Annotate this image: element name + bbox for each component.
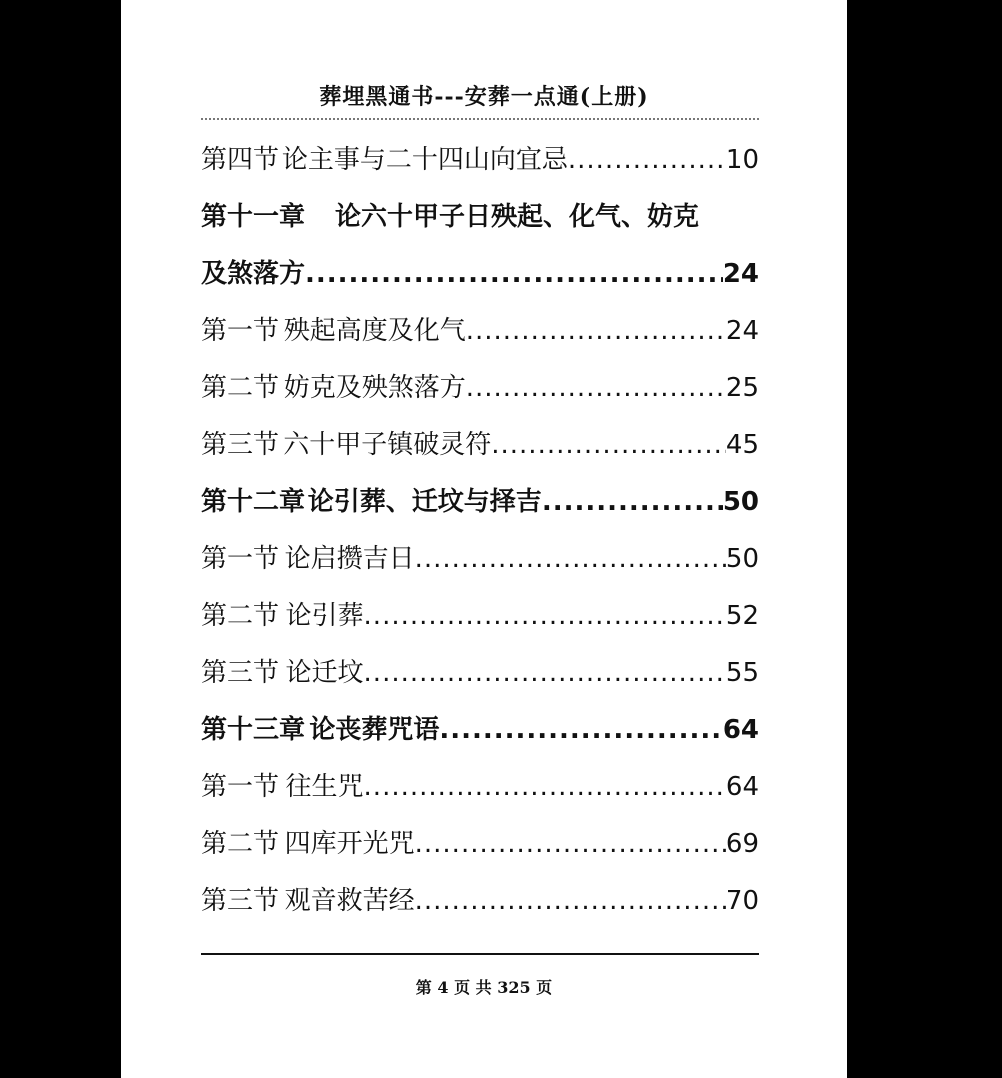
toc-leader-dots (364, 645, 726, 702)
toc-entry-section[interactable] (201, 645, 759, 702)
toc-entry-title: 论主事与二十四山向宜忌 (281, 145, 568, 175)
toc-entry-chapter[interactable] (201, 474, 759, 531)
toc-entry-page: 25 (725, 373, 759, 403)
toc-entry-section[interactable] (201, 360, 759, 417)
toc-chapter-title: 论引葬、迁坟与择吉 (307, 487, 542, 517)
toc-entry-label: 第三节 (201, 886, 280, 916)
toc-entry-title: 六十甲子镇破灵符 (283, 430, 492, 460)
toc-leader-dots (415, 873, 726, 930)
toc-entry-chapter[interactable] (201, 702, 759, 759)
toc-entry-section[interactable] (201, 873, 759, 930)
toc-leader-dots (364, 588, 726, 645)
page-number-footer: 第 4 页 共 325 页 (415, 978, 553, 997)
toc-entry-label: 第二节 (201, 373, 280, 403)
toc-entry-page: 70 (725, 886, 759, 916)
toc-entry-title: 论启攒吉日 (284, 544, 415, 574)
toc-entry-title: 妨克及殃煞落方 (283, 373, 466, 403)
toc-entry-page: 55 (725, 658, 759, 688)
toc-leader-dots (568, 132, 726, 189)
toc-chapter-label: 第十二章 (201, 487, 306, 517)
toc-entry-section[interactable] (201, 588, 759, 645)
toc-chapter-label: 第十一章 (201, 202, 306, 232)
toc-entry-label: 第二节 (201, 601, 280, 631)
toc-entry-title: 论引葬 (285, 601, 364, 631)
toc-entry-page: 64 (725, 772, 759, 802)
toc-entry-title: 殃起高度及化气 (283, 316, 466, 346)
toc-entry-title: 观音救苦经 (284, 886, 415, 916)
toc-entry-label: 第四节 (201, 145, 280, 175)
toc-entry-section[interactable] (201, 531, 759, 588)
toc-entry-section[interactable] (201, 417, 759, 474)
toc-chapter-label: 第十三章 (201, 715, 306, 745)
toc-leader-dots (542, 474, 723, 531)
toc-entry-page: 69 (725, 829, 759, 859)
header-rule (201, 118, 759, 120)
toc-entry-page: 45 (725, 430, 759, 460)
table-of-contents (201, 132, 759, 930)
toc-chapter-title-cont: 及煞落方 (201, 259, 306, 289)
toc-leader-dots (466, 360, 726, 417)
toc-entry-label: 第三节 (201, 658, 280, 688)
toc-chapter-title: 论六十甲子日殃起、化气、妨克 (335, 202, 700, 232)
toc-entry-page: 50 (725, 544, 759, 574)
toc-entry-section[interactable] (201, 816, 759, 873)
toc-entry-label: 第一节 (201, 316, 280, 346)
toc-leader-dots (491, 417, 726, 474)
footer-rule (201, 953, 759, 955)
toc-leader-dots (305, 246, 723, 303)
toc-entry-section[interactable] (201, 759, 759, 816)
toc-entry-title: 论迁坟 (285, 658, 364, 688)
toc-chapter-title-line[interactable] (201, 189, 759, 246)
toc-leader-dots (439, 702, 722, 759)
toc-entry-page: 64 (722, 715, 759, 745)
toc-entry-label: 第一节 (201, 544, 280, 574)
toc-entry-page: 24 (725, 316, 759, 346)
toc-entry-label: 第二节 (201, 829, 280, 859)
document-page (121, 0, 847, 1078)
toc-entry-page: 10 (725, 145, 759, 175)
toc-entry-chapter[interactable] (201, 246, 759, 303)
toc-leader-dots (466, 303, 726, 360)
toc-leader-dots (415, 816, 726, 873)
toc-leader-dots (364, 759, 726, 816)
toc-entry-section[interactable] (201, 303, 759, 360)
toc-entry-title: 往生咒 (285, 772, 364, 802)
toc-leader-dots (415, 531, 726, 588)
toc-entry-page: 24 (722, 259, 759, 289)
running-header: 葬埋黑通书---安葬一点通(上册) (319, 84, 649, 110)
toc-entry-section[interactable] (201, 132, 759, 189)
toc-entry-label: 第三节 (201, 430, 280, 460)
toc-entry-label: 第一节 (201, 772, 280, 802)
toc-chapter-title: 论丧葬咒语 (309, 715, 440, 745)
toc-entry-title: 四库开光咒 (284, 829, 415, 859)
toc-entry-page: 52 (725, 601, 759, 631)
toc-entry-page: 50 (722, 487, 759, 517)
